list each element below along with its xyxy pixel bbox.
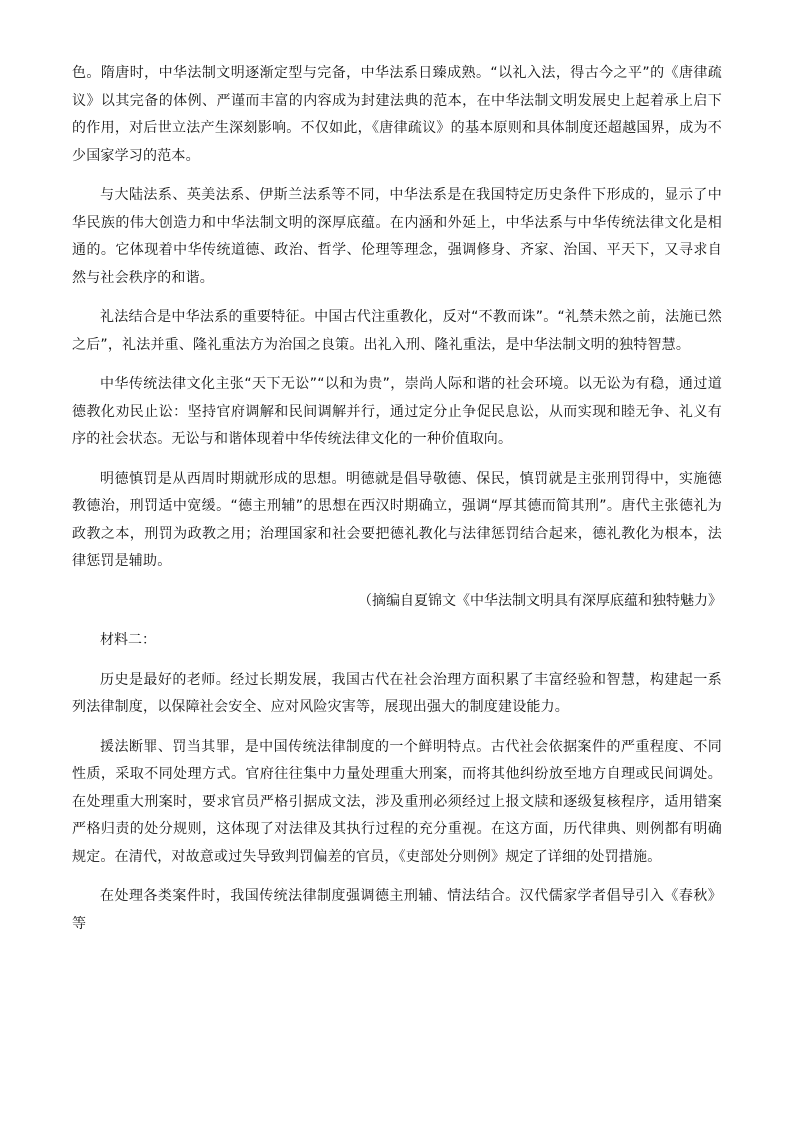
- document-page: [72, 60, 722, 950]
- paragraph-chinese-legal-system: 与大陆法系、英美法系、伊斯兰法系等不同，中华法系是在我国特定历史条件下形成的，显示了中华民族的伟大创造力和中华法制文明的深厚底蕴。在内涵和外延上，中华法系与中华传统法律文化是相通的。它体现着中华传统道德、政治、哲学、伦理等理念，强调修身、齐家、治国、平天下，又寻求自然与社会秩序的和谐。: [72, 187, 722, 286]
- paragraph-ritual-law: 礼法结合是中华法系的重要特征。中国古代注重教化，反对“不教而诛”。“礼禁未然之前，法施已然之后”，礼法并重、隆礼重法方为治国之良策。出礼入刑、隆礼重法，是中华法制文明的独特智慧。: [72, 309, 722, 353]
- paragraph-virtue-punishment: 明德慎罚是从西周时期就形成的思想。明德就是倡导敬德、保民，慎罚就是主张刑罚得中，实施德教德治，刑罚适中宽缓。“德主刑辅”的思想在西汉时期确立，强调“厚其德而简其刑”。唐代主张德礼为政教之本，刑罚为政教之用；治理国家和社会要把德礼教化与法律惩罚结合起来，德礼教化为根本，法律惩罚是辅助。: [72, 470, 722, 569]
- paragraph-tang-code: 色。隋唐时，中华法制文明逐渐定型与完备，中华法系日臻成熟。“以礼入法，得古今之平”的《唐律疏议》以其完备的体例、严谨而丰富的内容成为封建法典的范本，在中华法制文明发展史上起着承上启下的作用，对后世立法产生深刻影响。不仅如此，《唐律疏议》的基本原则和具体制度还超越国界，成为不少国家学习的范本。: [72, 65, 722, 164]
- source-note: （摘编自夏锦文《中华法制文明具有深厚底蕴和独特魅力》: [358, 592, 722, 609]
- paragraph-history-teacher: 历史是最好的老师。经过长期发展，我国古代在社会治理方面积累了丰富经验和智慧，构建起一系列法律制度，以保障社会安全、应对风险灾害等，展现出强大的制度建设能力。: [72, 671, 722, 715]
- paragraph-virtue-and-law: 在处理各类案件时，我国传统法律制度强调德主刑辅、情法结合。汉代儒家学者倡导引入《春秋》等: [72, 888, 722, 932]
- material-two-label: 材料二：: [100, 632, 156, 648]
- paragraph-judgment-by-law: 援法断罪、罚当其罪，是中国传统法律制度的一个鲜明特点。古代社会依据案件的严重程度、不同性质，采取不同处理方式。官府往往集中力量处理重大刑案，而将其他纠纷放至地方自理或民间调处。在处理重大刑案时，要求官员严格引据成文法，涉及重刑必须经过上报文牍和逐级复核程序，适用错案严格归责的处分规则，这体现了对法律及其执行过程的充分重视。在这方面，历代律典、则例都有明确规定。在清代，对故意或过失导致判罚偏差的官员，《吏部处分则例》规定了详细的处罚措施。: [72, 738, 722, 865]
- paragraph-no-litigation: 中华传统法律文化主张“天下无讼”“以和为贵”，崇尚人际和谐的社会环境。以无讼为有稳，通过道德教化劝民止讼：坚持官府调解和民间调解并行，通过定分止争促民息讼，从而实现和睦无争、礼义有序的社会状态。无讼与和谐体现着中华传统法律文化的一种价值取向。: [72, 376, 722, 447]
